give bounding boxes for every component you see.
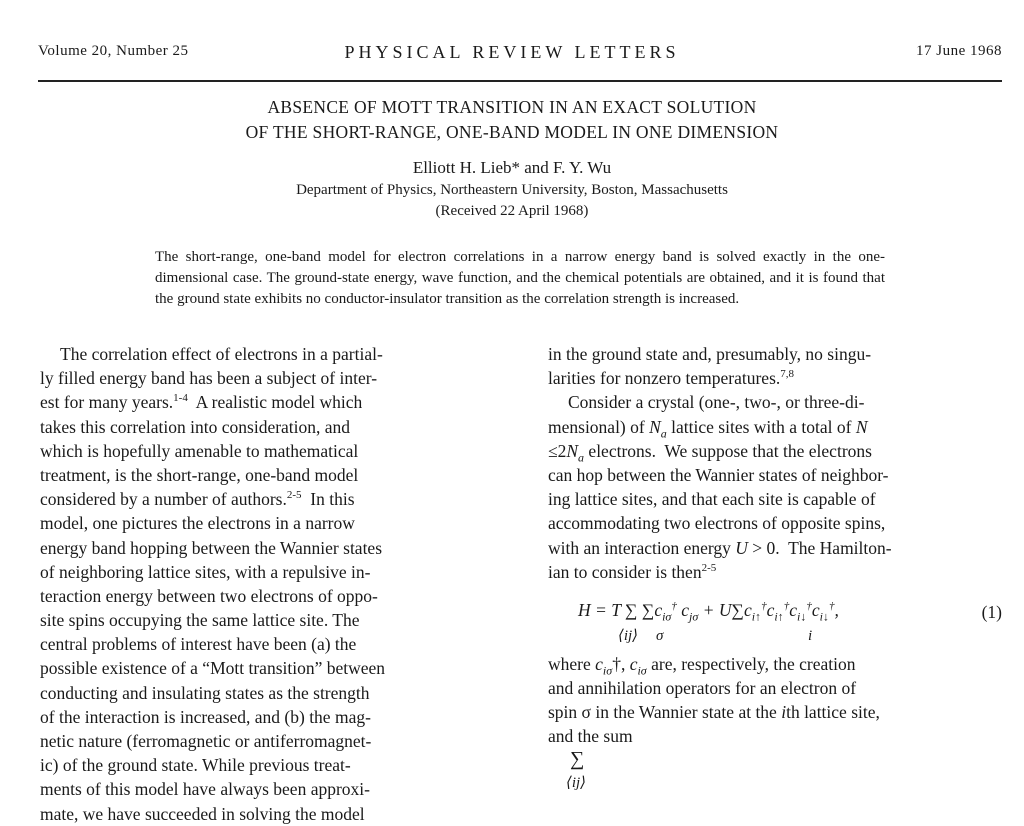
sum-notation [566,749,1006,799]
text-span: In this [301,489,355,510]
equation-part: H = T ∑ ∑c [578,599,663,620]
title-line-2: OF THE SHORT-RANGE, ONE-BAND MODEL IN ONE DIMENSION [245,122,779,142]
text-span: > 0. The Hamilton- [747,537,892,558]
body-line: and annihilation operators for an electron of [548,678,857,699]
math-subscript: a [578,450,585,465]
body-line [40,487,515,511]
reference-superscript: 2-5 [286,489,302,502]
text-span: ≤2 [548,440,567,461]
sum-symbol: ∑ [570,747,585,770]
equation-body: H = T ∑ $\sum c_{i\sigma}^\dagger$ $c_{j\sigma} + U\sum c_{i↑}^\dagger c_{i↑}^\dagger c_{i↓}^\dagger c_{i↓}^\dagger$, [578,599,839,624]
text-span: th lattice site, [786,702,880,723]
body-line: central problems of interest have been (a) the [40,634,357,655]
text-span: are, respectively, the creation [646,653,856,674]
reference-superscript: 2-5 [701,561,717,574]
body-line: conducting and insulating states as the strength [40,682,370,703]
issue-date: 17 June 1968 [916,43,1002,59]
text-span: †, [612,653,630,674]
math-symbol: N [566,440,579,461]
affiliation: Department of Physics, Northeastern University, Boston, Massachusetts [296,182,728,198]
body-line: site spins occupying the same lattice site. The [40,610,360,631]
math-symbol: N [855,416,868,437]
text-span: mensional) of [548,416,650,437]
journal-name: PHYSICAL REVIEW LETTERS [344,42,680,62]
body-line: possible existence of a “Mott transition” between [40,658,386,679]
left-column [40,342,515,826]
body-line: takes this correlation into consideration, and [40,416,351,437]
sum-subscript-sigma: σ [656,627,664,644]
text-span: larities for nonzero temperatures. [548,368,781,389]
body-line: ic) of the ground state. While previous treat- [40,755,351,776]
text-span: with an interaction energy [548,537,736,558]
body-line: model, one pictures the electrons in a narrow [40,513,355,534]
body-line: netic nature (ferromagnetic or antiferromagnet- [40,731,372,751]
body-line [548,700,1006,724]
sum-subscript-ij: ⟨ij⟩ [618,627,639,644]
body-line: which is hopefully amenable to mathematical [40,440,359,461]
hamiltonian-equation [548,594,1006,646]
math-symbol: U [735,537,748,558]
equation-part: + U∑c [698,599,752,620]
math-subscript: a [660,426,667,441]
math-symbol: c [595,653,603,674]
body-line: treatment, is the short-range, one-band model [40,464,359,485]
authors: Elliott H. Lieb* and F. Y. Wu [412,158,612,177]
body-line: ments of this model have always been approxi- [40,779,370,800]
body-line: in the ground state and, presumably, no singu- [548,344,872,364]
volume-number: Volume 20, Number 25 [38,43,189,59]
body-line: Consider a crystal (one-, two-, or three-di- [568,392,865,413]
body-line: energy band hopping between the Wannier states [40,537,383,558]
right-column [548,342,1006,799]
sum-subscript: ⟨ij⟩ [566,774,587,791]
body-line [40,390,515,414]
equation-number: (1) [981,601,1002,622]
abstract: The short-range, one-band model for electron correlations in a narrow energy band is solved exactly in the one-dimensional case. The ground-state energy, wave function, and the chemical potentials are obtained, and it is found that the ground state exhibits no conductor-insulator transition as the correlation strength is increased. [155,249,885,307]
reference-superscript: 1-4 [173,392,188,405]
body-line: teraction energy between two electrons of oppo- [40,585,378,606]
body-line [548,366,1006,390]
title-line-1: ABSENCE OF MOTT TRANSITION IN AN EXACT SOLUTION [267,97,757,117]
body-line: of the interaction is increased, and (b) the mag- [40,706,371,727]
text-span: A realistic model which [187,392,363,413]
body-line: can hop between the Wannier states of neighbor- [548,464,889,485]
body-line: mate, we have succeeded in solving the model [40,803,365,824]
sum-subscript-i: i [808,627,813,644]
text-span: electrons. We suppose that the electrons [584,440,872,461]
text-span: spin σ in the Wannier state at the [548,702,782,723]
body-line: ly filled energy band has been a subject of inter- [40,368,378,389]
text-span: where [548,653,596,674]
math-symbol: N [649,416,661,437]
body-line [548,415,1006,439]
body-line [548,536,1006,560]
math-symbol: i [781,702,787,723]
text-span: considered by a number of authors. [40,489,287,510]
body-line: accommodating two electrons of opposite spins, [548,513,886,534]
body-line: ing lattice sites, and that each site is capable of [548,489,876,510]
body-line: of neighboring lattice sites, with a repulsive in- [40,561,371,582]
body-line: and the sum [548,726,633,747]
header-rule [38,80,1002,82]
text-span: ian to consider is then [548,561,702,582]
text-span: est for many years. [40,392,174,413]
reference-superscript: 7,8 [780,368,795,381]
received-date: (Received 22 April 1968) [435,203,589,219]
body-line: The correlation effect of electrons in a partial- [60,344,383,364]
body-line [548,560,1006,584]
text-span: lattice sites with a total of [666,416,856,437]
body-line: where $c_{i\sigma}\dagger$, $c_{i\sigma}$ are, respectively, the creation [548,653,856,678]
equation-part: c [676,599,690,620]
body-line [548,439,1006,463]
